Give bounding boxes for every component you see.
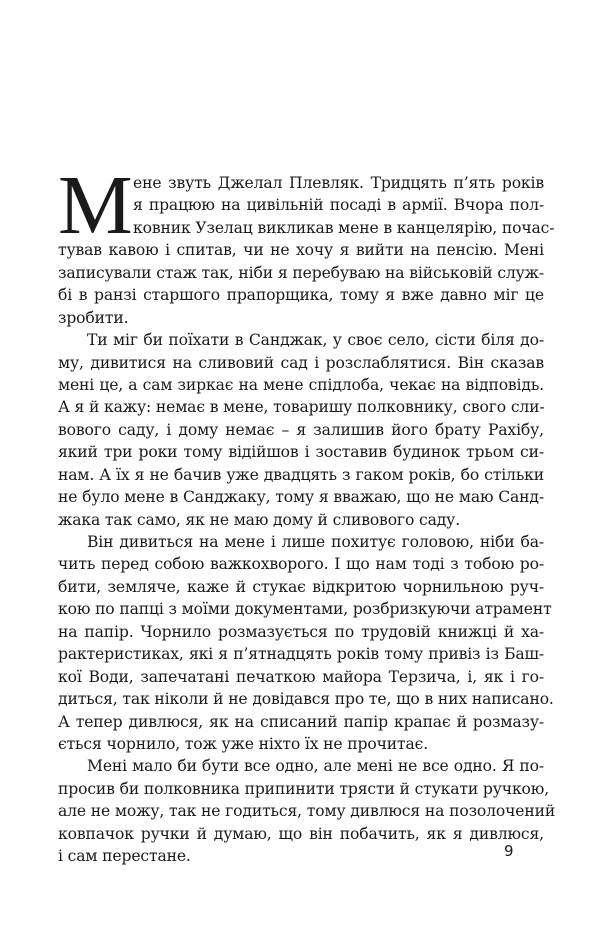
text-line: Він дивиться на мене і лише похитує головою, ніби ба- — [87, 533, 544, 551]
text-line: але не можу, так не годиться, тому дивлюся на позолочений — [58, 802, 556, 821]
page-number: 9 — [504, 842, 514, 860]
text-line: ковпачок ручки й думаю, що він побачить, як я дивлюся, — [58, 824, 544, 843]
book-page-body — [58, 159, 556, 868]
text-line: А я й кажу: немає в мене, товаришу полковнику, свого сли- — [58, 398, 545, 417]
text-line: зробити. — [58, 308, 129, 327]
text-line: ковник Узелац викликав мене в канцелярію, почас- — [133, 218, 555, 237]
text-line: чить перед собою важкохворого. І що нам тоді з тобою ро- — [58, 555, 544, 574]
text-line: рактеристиках, які я п’ятнадцять років тому привіз із Баш- — [58, 645, 544, 664]
text-line: А тепер дивлюся, як на списаний папір крапає й розмазу- — [58, 712, 544, 731]
text-line: бити, земляче, каже й стукає відкритою чорнильною руч- — [58, 577, 544, 596]
text-line: кою по папці з моїми документами, розбризкуючи атрамент — [58, 600, 552, 619]
text-line: мені це, а сам зиркає на мене спідлоба, чекає на відповідь. — [58, 375, 544, 394]
paragraph-4 — [58, 755, 556, 867]
text-line: кої Води, запечатані печаткою майора Терзича, і, як і го- — [58, 667, 544, 686]
text-line: просив би полковника припинити трясти й стукати ручкою, — [58, 779, 550, 798]
text-line: я працюю на цивільній посаді в армії. Вчора пол- — [133, 196, 544, 215]
paragraph-3 — [58, 531, 554, 755]
text-line: диться, так ніколи й не довідався про те, що в них написано. — [58, 690, 554, 709]
text-line: нам. А їх я не бачив уже двадцять з гаком років, бо стільки — [58, 465, 544, 484]
text-line: вового саду, і дому немає – я залишив його брату Рахібу, — [58, 420, 544, 439]
drop-cap: М — [58, 159, 133, 252]
text-line: ється чорнило, тож уже ніхто їх не прочитає. — [58, 734, 429, 753]
text-line: жака так само, як не маю дому й сливового саду. — [58, 510, 461, 529]
text-line: му, дивитися на сливовий сад і розслаблятися. Він сказав — [58, 353, 544, 372]
text-line: на папір. Чорнило розмазується по трудовій книжці й ха- — [58, 622, 544, 641]
text-line: Ти міг би поїхати в Санджак, у своє село, сісти біля до- — [87, 331, 544, 350]
text-line: ене звуть Джелал Плевляк. Тридцять п’ять років — [133, 174, 544, 192]
paragraph-2 — [58, 329, 544, 531]
text-line: Мені мало би бути все одно, але мені не все одно. Я по- — [87, 757, 544, 776]
text-line: записували стаж так, ніби я перебуваю на військовій служ- — [58, 263, 544, 282]
text-line: і сам перестане. — [58, 847, 191, 866]
paragraph-1 — [58, 159, 555, 329]
text-line: тував кавою і спитав, чи не хочу я вийти на пенсію. Мені — [58, 241, 544, 260]
text-line: не було мене в Санджаку, тому я вважаю, що не маю Санд- — [58, 488, 544, 507]
text-line: який три роки тому відійшов і зоставив будинок трьом си- — [58, 443, 544, 462]
text-line: бі в ранзі старшого прапорщика, тому я вже давно міг це — [58, 286, 544, 305]
